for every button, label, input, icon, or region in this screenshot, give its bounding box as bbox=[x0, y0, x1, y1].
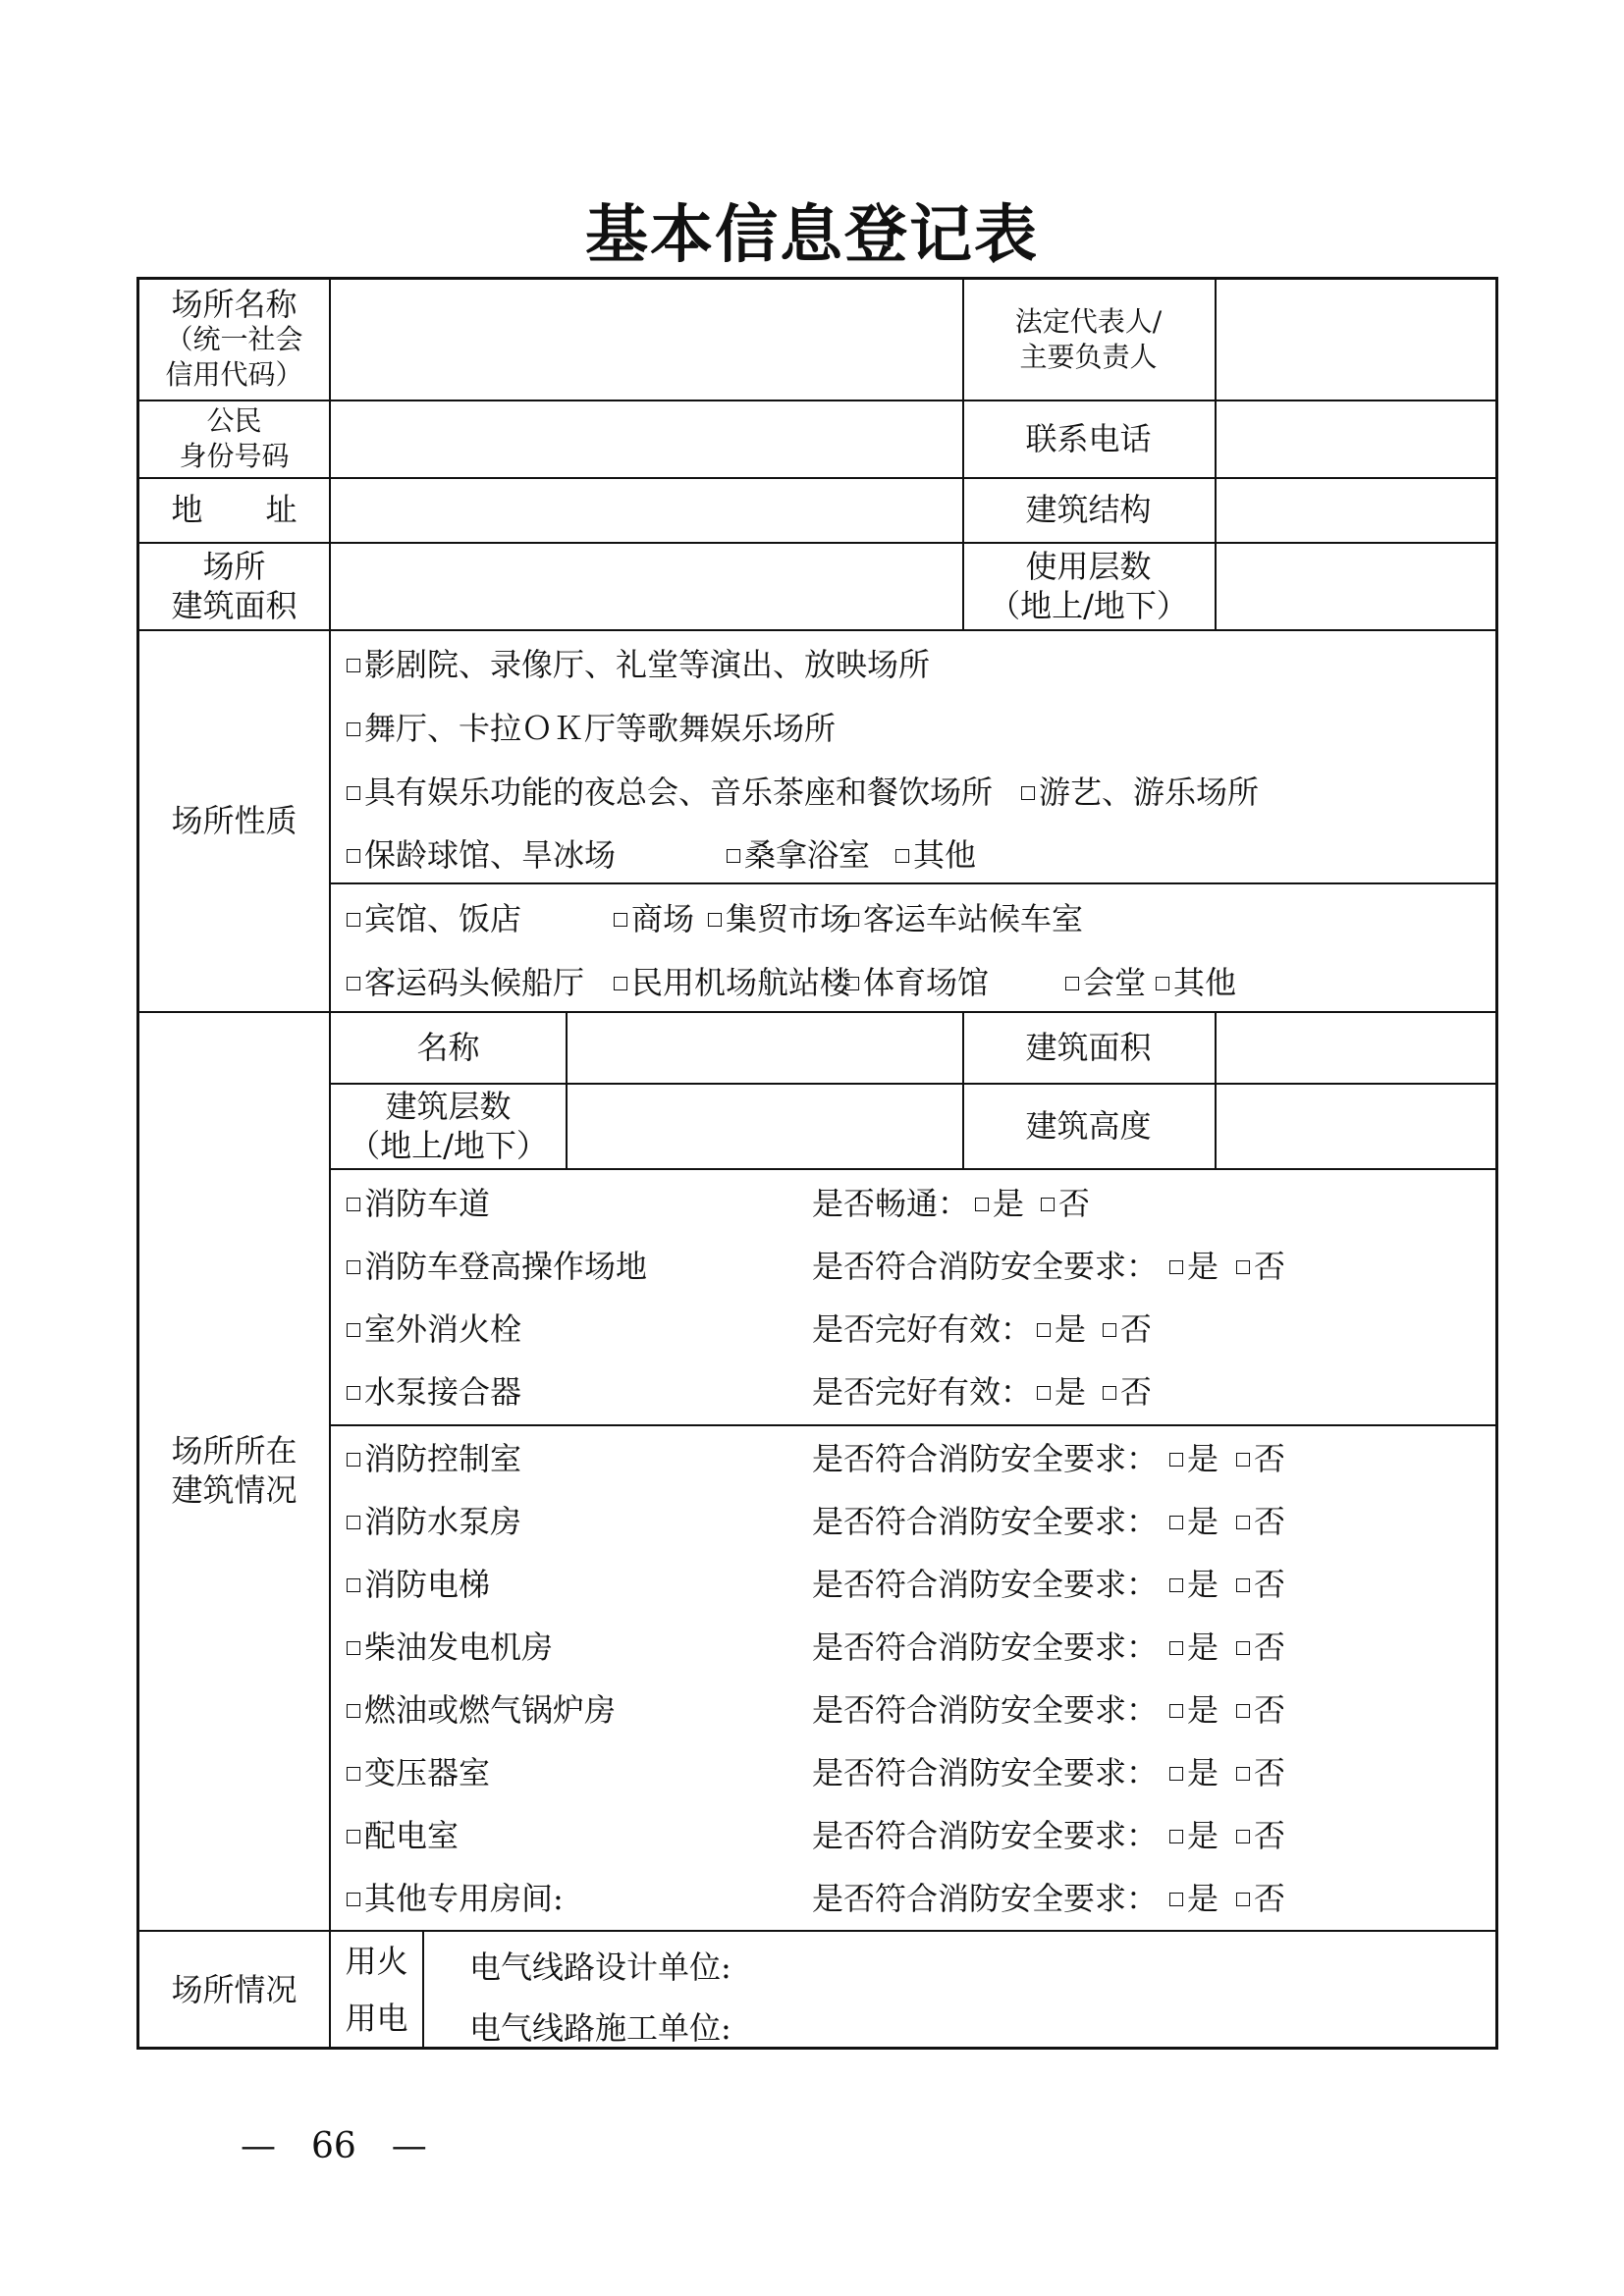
facility-question: 是否符合消防安全要求： bbox=[812, 1691, 1159, 1729]
facility-question: 是否符合消防安全要求： bbox=[812, 1440, 1159, 1477]
phone-label: 联系电话 bbox=[1025, 419, 1152, 457]
yes-option[interactable]: 是 bbox=[1169, 1690, 1218, 1730]
facility-row bbox=[347, 1879, 1476, 1918]
building-floors-label: 建筑层数 （地上/地下） bbox=[349, 1087, 548, 1164]
legal-representative-label: 法定代表人/ 主要负责人 bbox=[1014, 305, 1163, 373]
facility-item[interactable]: 消防车登高操作场地 bbox=[347, 1247, 647, 1286]
facility-row bbox=[347, 1309, 1476, 1349]
no-option[interactable]: 否 bbox=[1236, 1247, 1285, 1286]
facility-question: 是否符合消防安全要求： bbox=[812, 1817, 1159, 1854]
facility-item[interactable]: 变压器室 bbox=[347, 1753, 490, 1792]
no-option[interactable]: 否 bbox=[1236, 1439, 1285, 1478]
yes-option[interactable]: 是 bbox=[1169, 1753, 1218, 1792]
checkbox[interactable] bbox=[708, 913, 722, 927]
facility-row bbox=[347, 1816, 1476, 1855]
nature-option-sauna[interactable]: 桑拿浴室 bbox=[727, 835, 870, 875]
facility-item[interactable]: 柴油发电机房 bbox=[347, 1628, 553, 1667]
yes-option[interactable]: 是 bbox=[1169, 1247, 1218, 1286]
nature-option-stadium[interactable]: 体育场馆 bbox=[845, 963, 989, 1002]
address-label: 地 址 bbox=[171, 491, 298, 528]
building-name-label: 名称 bbox=[416, 1028, 480, 1066]
checkbox[interactable] bbox=[1065, 977, 1079, 990]
checkbox[interactable] bbox=[347, 913, 360, 927]
yes-option[interactable]: 是 bbox=[1169, 1439, 1218, 1478]
checkbox[interactable] bbox=[845, 977, 859, 990]
checkbox[interactable] bbox=[347, 722, 360, 736]
id-number-label: 公民 身份号码 bbox=[179, 403, 290, 472]
nature-option-hall[interactable]: 会堂 bbox=[1065, 963, 1146, 1002]
checkbox[interactable] bbox=[1236, 1641, 1250, 1655]
yes-option[interactable]: 是 bbox=[1037, 1372, 1086, 1412]
checkbox[interactable] bbox=[1103, 1386, 1116, 1400]
facility-row bbox=[347, 1753, 1476, 1792]
floors-used-label: 使用层数 （地上/地下） bbox=[989, 547, 1188, 624]
legal-representative-field[interactable] bbox=[1217, 280, 1498, 400]
venue-situation-label: 场所情况 bbox=[171, 1971, 298, 2008]
checkbox[interactable] bbox=[1041, 1198, 1055, 1211]
checkbox[interactable] bbox=[347, 1323, 360, 1337]
checkbox[interactable] bbox=[1236, 1516, 1250, 1529]
checkbox[interactable] bbox=[1236, 1767, 1250, 1781]
facility-question: 是否符合消防安全要求： bbox=[812, 1629, 1159, 1666]
venue-nature-label: 场所性质 bbox=[171, 801, 298, 839]
no-option[interactable]: 否 bbox=[1236, 1628, 1285, 1667]
yes-option[interactable]: 是 bbox=[1169, 1565, 1218, 1604]
facility-item[interactable]: 消防控制室 bbox=[347, 1439, 521, 1478]
facility-row bbox=[347, 1628, 1476, 1667]
building-area-field[interactable] bbox=[331, 542, 962, 629]
building-condition-label: 场所所在 建筑情况 bbox=[171, 1432, 298, 1509]
nature-option-ferry-terminal[interactable]: 客运码头候船厅 bbox=[347, 963, 584, 1002]
checkbox[interactable] bbox=[347, 1198, 360, 1211]
checkbox[interactable] bbox=[895, 849, 909, 863]
nature-option-bowling[interactable]: 保龄球馆、旱冰场 bbox=[347, 835, 616, 875]
nature-option-nightclub[interactable]: 具有娱乐功能的夜总会、音乐茶座和餐饮场所 bbox=[347, 773, 993, 812]
floors-used-field[interactable] bbox=[1217, 542, 1498, 629]
checkbox[interactable] bbox=[347, 786, 360, 800]
checkbox[interactable] bbox=[1236, 1893, 1250, 1906]
checkbox[interactable] bbox=[1169, 1893, 1183, 1906]
checkbox[interactable] bbox=[1169, 1641, 1183, 1655]
yes-option[interactable]: 是 bbox=[1169, 1628, 1218, 1667]
facility-question: 是否符合消防安全要求： bbox=[812, 1248, 1159, 1285]
structure-label: 建筑结构 bbox=[1025, 491, 1152, 528]
facility-row bbox=[347, 1372, 1476, 1412]
no-option[interactable]: 否 bbox=[1041, 1184, 1090, 1223]
nature-option-theater[interactable]: 影剧院、录像厅、礼堂等演出、放映场所 bbox=[347, 645, 930, 684]
nature-option-dance-hall[interactable]: 舞厅、卡拉ＯＫ厅等歌舞娱乐场所 bbox=[347, 709, 836, 748]
checkbox[interactable] bbox=[347, 1386, 360, 1400]
no-option[interactable]: 否 bbox=[1236, 1753, 1285, 1792]
building-height-field[interactable] bbox=[1217, 1083, 1498, 1168]
checkbox[interactable] bbox=[1037, 1323, 1051, 1337]
venue-name-field[interactable] bbox=[331, 280, 962, 400]
facility-row bbox=[347, 1439, 1476, 1478]
checkbox[interactable] bbox=[347, 849, 360, 863]
facility-item[interactable]: 配电室 bbox=[347, 1816, 459, 1855]
yes-option[interactable]: 是 bbox=[975, 1184, 1024, 1223]
registration-form bbox=[136, 277, 1498, 2050]
no-option[interactable]: 否 bbox=[1236, 1502, 1285, 1541]
nature-option-other-2[interactable]: 其他 bbox=[1156, 963, 1236, 1002]
no-option[interactable]: 否 bbox=[1236, 1816, 1285, 1855]
building-area-label-2: 建筑面积 bbox=[1025, 1028, 1152, 1066]
no-option[interactable]: 否 bbox=[1236, 1565, 1285, 1604]
yes-option[interactable]: 是 bbox=[1169, 1816, 1218, 1855]
facility-item[interactable]: 室外消火栓 bbox=[347, 1309, 521, 1349]
yes-option[interactable]: 是 bbox=[1037, 1309, 1086, 1349]
yes-option[interactable]: 是 bbox=[1169, 1879, 1218, 1918]
facility-question: 是否符合消防安全要求： bbox=[812, 1566, 1159, 1603]
facility-row bbox=[347, 1247, 1476, 1286]
venue-name-label: 场所名称 （统一社会 信用代码） bbox=[165, 286, 303, 391]
checkbox[interactable] bbox=[347, 1260, 360, 1274]
checkbox[interactable] bbox=[727, 849, 740, 863]
nature-option-hotel[interactable]: 宾馆、饭店 bbox=[347, 899, 521, 938]
checkbox[interactable] bbox=[614, 913, 627, 927]
facility-question: 是否畅通： bbox=[812, 1185, 970, 1222]
checkbox[interactable] bbox=[347, 1704, 360, 1718]
checkbox[interactable] bbox=[1021, 786, 1035, 800]
yes-option[interactable]: 是 bbox=[1169, 1502, 1218, 1541]
electrical-construction-unit-label: 电气线路施工单位: bbox=[469, 2009, 731, 2047]
building-floors-field[interactable] bbox=[568, 1083, 962, 1168]
page-number: — 66 — bbox=[241, 2126, 427, 2166]
no-option[interactable]: 否 bbox=[1103, 1372, 1152, 1412]
checkbox[interactable] bbox=[1236, 1830, 1250, 1843]
facility-row bbox=[347, 1502, 1476, 1541]
checkbox[interactable] bbox=[1037, 1386, 1051, 1400]
building-area-label: 场所 建筑面积 bbox=[171, 547, 298, 624]
no-option[interactable]: 否 bbox=[1236, 1690, 1285, 1730]
no-option[interactable]: 否 bbox=[1103, 1309, 1152, 1349]
checkbox[interactable] bbox=[347, 1830, 360, 1843]
facility-item[interactable]: 消防车道 bbox=[347, 1184, 490, 1223]
facility-question: 是否符合消防安全要求： bbox=[812, 1754, 1159, 1791]
checkbox[interactable] bbox=[1236, 1453, 1250, 1467]
nature-option-market[interactable]: 集贸市场 bbox=[708, 899, 851, 938]
facility-question: 是否符合消防安全要求： bbox=[812, 1503, 1159, 1540]
nature-option-other-1[interactable]: 其他 bbox=[895, 835, 976, 875]
checkbox[interactable] bbox=[845, 913, 859, 927]
nature-option-bus-station[interactable]: 客运车站候车室 bbox=[845, 899, 1083, 938]
building-name-field[interactable] bbox=[568, 1011, 962, 1083]
checkbox[interactable] bbox=[1156, 977, 1169, 990]
checkbox[interactable] bbox=[1169, 1578, 1183, 1592]
checkbox[interactable] bbox=[1236, 1704, 1250, 1718]
id-number-field[interactable] bbox=[331, 400, 962, 477]
facility-row bbox=[347, 1690, 1476, 1730]
nature-option-airport[interactable]: 民用机场航站楼 bbox=[614, 963, 851, 1002]
checkbox[interactable] bbox=[347, 1516, 360, 1529]
checkbox[interactable] bbox=[1236, 1260, 1250, 1274]
checkbox[interactable] bbox=[1169, 1453, 1183, 1467]
checkbox[interactable] bbox=[1169, 1830, 1183, 1843]
facility-question: 是否完好有效： bbox=[812, 1373, 1033, 1411]
facility-row bbox=[347, 1184, 1476, 1223]
facility-item[interactable]: 水泵接合器 bbox=[347, 1372, 521, 1412]
facility-item[interactable]: 其他专用房间: bbox=[347, 1879, 564, 1918]
building-area-field-2[interactable] bbox=[1217, 1011, 1498, 1083]
building-height-label: 建筑高度 bbox=[1025, 1106, 1152, 1145]
address-field[interactable] bbox=[331, 477, 962, 542]
checkbox[interactable] bbox=[1236, 1578, 1250, 1592]
checkbox[interactable] bbox=[347, 1767, 360, 1781]
checkbox[interactable] bbox=[347, 1453, 360, 1467]
facility-row bbox=[347, 1565, 1476, 1604]
nature-option-mall[interactable]: 商场 bbox=[614, 899, 694, 938]
electrical-design-unit-label: 电气线路设计单位: bbox=[469, 1949, 731, 1986]
checkbox[interactable] bbox=[347, 977, 360, 990]
fire-electricity-label: 用火 用电 bbox=[345, 1943, 408, 2037]
phone-field[interactable] bbox=[1217, 400, 1498, 477]
structure-field[interactable] bbox=[1217, 477, 1498, 542]
facility-question: 是否完好有效： bbox=[812, 1310, 1033, 1348]
checkbox[interactable] bbox=[1169, 1767, 1183, 1781]
facility-item[interactable]: 燃油或燃气锅炉房 bbox=[347, 1690, 616, 1730]
facility-item[interactable]: 消防水泵房 bbox=[347, 1502, 521, 1541]
facility-question: 是否符合消防安全要求： bbox=[812, 1880, 1159, 1917]
checkbox[interactable] bbox=[347, 1578, 360, 1592]
checkbox[interactable] bbox=[1103, 1323, 1116, 1337]
checkbox[interactable] bbox=[347, 1893, 360, 1906]
facility-item[interactable]: 消防电梯 bbox=[347, 1565, 490, 1604]
checkbox[interactable] bbox=[1169, 1260, 1183, 1274]
checkbox[interactable] bbox=[347, 659, 360, 672]
checkbox[interactable] bbox=[1169, 1704, 1183, 1718]
page-title: 基本信息登记表 bbox=[585, 198, 1039, 272]
checkbox[interactable] bbox=[347, 1641, 360, 1655]
no-option[interactable]: 否 bbox=[1236, 1879, 1285, 1918]
checkbox[interactable] bbox=[1169, 1516, 1183, 1529]
checkbox[interactable] bbox=[614, 977, 627, 990]
nature-option-amusement[interactable]: 游艺、游乐场所 bbox=[1021, 773, 1259, 812]
checkbox[interactable] bbox=[975, 1198, 989, 1211]
